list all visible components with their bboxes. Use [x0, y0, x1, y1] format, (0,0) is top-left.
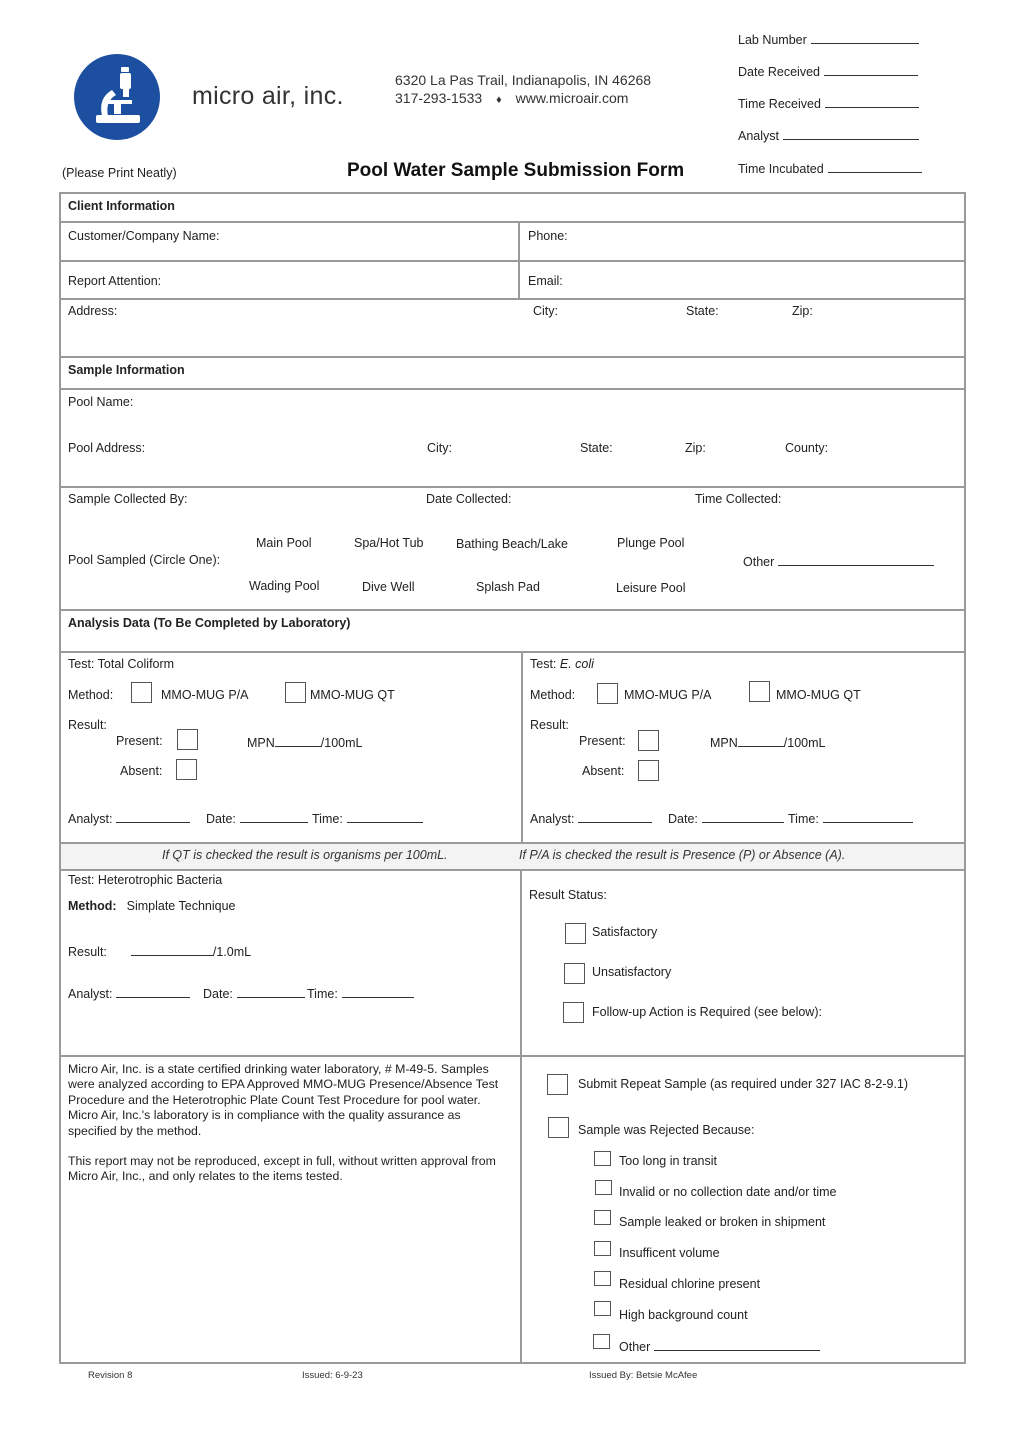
hb-analyst-field[interactable]: Analyst:: [68, 985, 190, 1001]
ecoli-qt-label: MMO-MUG QT: [776, 688, 861, 702]
unsatisfactory-label: Unsatisfactory: [592, 965, 672, 979]
issued-date: Issued: 6-9-23: [302, 1370, 363, 1381]
tc-date-field[interactable]: Date:: [206, 810, 308, 826]
ecoli-date-field[interactable]: Date:: [668, 810, 784, 826]
hb-date-field[interactable]: Date:: [203, 985, 305, 1001]
tc-test-label: Test: Total Coliform: [68, 657, 175, 671]
issued-by: Issued By: Betsie McAfee: [589, 1370, 698, 1381]
followup-required-label: Follow-up Action is Required (see below):: [592, 1005, 822, 1019]
pool-zip-field[interactable]: Zip:: [685, 441, 706, 455]
diamond-separator: ♦: [496, 94, 502, 106]
result-status-label: Result Status:: [529, 888, 607, 902]
print-neatly-note: (Please Print Neatly): [62, 166, 177, 180]
ecoli-absent-label: Absent:: [582, 764, 625, 778]
ecoli-mpn-field[interactable]: MPN /100mL: [710, 736, 826, 750]
collected-by-field[interactable]: Sample Collected By:: [68, 492, 188, 506]
ecoli-present-checkbox[interactable]: [638, 730, 659, 751]
company-website[interactable]: www.microair.com: [515, 90, 629, 106]
hb-test-label: Test: Heterotrophic Bacteria: [68, 873, 223, 887]
tc-present-label: Present:: [116, 734, 163, 748]
reason-chlorine-checkbox[interactable]: [594, 1271, 611, 1286]
zip-field[interactable]: Zip:: [792, 304, 813, 318]
reason-transit-label: Too long in transit: [619, 1154, 717, 1168]
pool-address-field[interactable]: Pool Address:: [68, 441, 146, 455]
pool-city-field[interactable]: City:: [427, 441, 452, 455]
analyst-field[interactable]: Analyst: [738, 127, 919, 143]
option-leisure-pool[interactable]: Leisure Pool: [616, 581, 686, 595]
reason-volume-checkbox[interactable]: [594, 1241, 611, 1256]
reason-date-checkbox[interactable]: [595, 1180, 612, 1195]
client-info-heading: Client Information: [68, 199, 175, 213]
company-contact: [395, 90, 628, 106]
option-wading-pool[interactable]: Wading Pool: [249, 579, 320, 593]
sample-rejected-checkbox[interactable]: [548, 1117, 569, 1138]
ecoli-analyst-field[interactable]: Analyst:: [530, 810, 652, 826]
qt-result-note: If QT is checked the result is organisms per 100mL.: [162, 848, 448, 862]
revision-label: Revision 8: [88, 1370, 133, 1381]
time-collected-field[interactable]: Time Collected:: [695, 492, 782, 506]
tc-qt-checkbox[interactable]: [285, 682, 306, 703]
reason-volume-label: Insufficent volume: [619, 1246, 720, 1260]
city-field[interactable]: City:: [533, 304, 558, 318]
brand-name: micro air, inc.: [192, 82, 344, 110]
satisfactory-checkbox[interactable]: [565, 923, 586, 944]
tc-mpn-field[interactable]: MPN /100mL: [247, 736, 363, 750]
company-address: 6320 La Pas Trail, Indianapolis, IN 46268: [395, 72, 652, 88]
ecoli-result-label: Result:: [530, 718, 569, 732]
pool-state-field[interactable]: State:: [580, 441, 613, 455]
ecoli-pa-checkbox[interactable]: [597, 683, 618, 704]
email-field[interactable]: Email:: [528, 274, 563, 288]
certification-paragraph: Micro Air, Inc. is a state certified drinking water laboratory, # M-49-5. Samples were analyzed according to EPA Approved MMO-MUG Presence/Absence Test Procedure and the Heterotrophic Plate Count Test Procedure for pool water. Micro Air, Inc.'s laboratory is in compliance with the quality assurance as specified by the method.: [68, 1062, 499, 1138]
pool-name-field[interactable]: Pool Name:: [68, 395, 134, 409]
customer-name-field[interactable]: Customer/Company Name:: [68, 229, 220, 243]
tc-pa-checkbox[interactable]: [131, 682, 152, 703]
form-title: Pool Water Sample Submission Form: [347, 160, 685, 181]
option-dive-well[interactable]: Dive Well: [362, 580, 415, 594]
address-field[interactable]: Address:: [68, 304, 118, 318]
repeat-sample-checkbox[interactable]: [547, 1074, 568, 1095]
lab-number-field[interactable]: Lab Number: [738, 31, 919, 47]
satisfactory-label: Satisfactory: [592, 925, 658, 939]
hb-result-field[interactable]: Result: /1.0mL: [68, 945, 252, 959]
tc-result-label: Result:: [68, 718, 107, 732]
reason-leaked-label: Sample leaked or broken in shipment: [619, 1215, 826, 1229]
followup-required-checkbox[interactable]: [563, 1002, 584, 1023]
analysis-heading: Analysis Data (To Be Completed by Laboratory): [68, 616, 351, 630]
hb-method: Method: Simplate Technique: [68, 899, 236, 913]
pool-sampled-label: Pool Sampled (Circle One):: [68, 553, 221, 567]
pa-result-note: If P/A is checked the result is Presence (P) or Absence (A).: [519, 848, 846, 862]
ecoli-method-label: Method:: [530, 688, 576, 702]
company-phone: 317-293-1533: [395, 90, 483, 106]
time-incubated-field[interactable]: Time Incubated: [738, 160, 922, 176]
date-received-field[interactable]: Date Received: [738, 63, 918, 79]
tc-analyst-field[interactable]: Analyst:: [68, 810, 190, 826]
ecoli-present-label: Present:: [579, 734, 626, 748]
time-received-field[interactable]: Time Received: [738, 95, 919, 111]
company-logo: [74, 54, 160, 140]
reason-background-checkbox[interactable]: [594, 1301, 611, 1316]
reason-background-label: High background count: [619, 1308, 748, 1322]
tc-present-checkbox[interactable]: [177, 729, 198, 750]
tc-method-label: Method:: [68, 688, 114, 702]
ecoli-time-field[interactable]: Time:: [788, 810, 913, 826]
sample-info-heading: Sample Information: [68, 363, 185, 377]
repeat-sample-label: Submit Repeat Sample (as required under 327 IAC 8-2-9.1): [578, 1077, 909, 1091]
option-plunge-pool[interactable]: Plunge Pool: [617, 536, 685, 550]
option-splash-pad[interactable]: Splash Pad: [476, 580, 540, 594]
sample-rejected-label: Sample was Rejected Because:: [578, 1123, 755, 1137]
tc-absent-label: Absent:: [120, 764, 163, 778]
hb-time-field[interactable]: Time:: [307, 985, 414, 1001]
ecoli-pa-label: MMO-MUG P/A: [624, 688, 712, 702]
unsatisfactory-checkbox[interactable]: [564, 963, 585, 984]
date-collected-field[interactable]: Date Collected:: [426, 492, 512, 506]
option-spa-hot-tub[interactable]: Spa/Hot Tub: [354, 536, 424, 550]
ecoli-qt-checkbox[interactable]: [749, 681, 770, 702]
microscope-icon: [74, 54, 160, 140]
option-bathing-beach[interactable]: Bathing Beach/Lake: [456, 537, 568, 551]
reason-other-field[interactable]: Other: [619, 1338, 820, 1354]
reason-leaked-checkbox[interactable]: [594, 1210, 611, 1225]
reason-other-checkbox[interactable]: [593, 1334, 610, 1349]
phone-field[interactable]: Phone:: [528, 229, 568, 243]
reason-chlorine-label: Residual chlorine present: [619, 1277, 761, 1291]
state-field[interactable]: State:: [686, 304, 719, 318]
report-attention-field[interactable]: Report Attention:: [68, 274, 162, 288]
ecoli-absent-checkbox[interactable]: [638, 760, 659, 781]
pool-other-field[interactable]: Other: [743, 553, 934, 569]
tc-time-field[interactable]: Time:: [312, 810, 423, 826]
tc-qt-label: MMO-MUG QT: [310, 688, 395, 702]
tc-pa-label: MMO-MUG P/A: [161, 688, 249, 702]
tc-absent-checkbox[interactable]: [176, 759, 197, 780]
ecoli-test-label: Test: E. coli: [530, 657, 594, 671]
reason-date-label: Invalid or no collection date and/or time: [619, 1185, 837, 1199]
pool-county-field[interactable]: County:: [785, 441, 829, 455]
reproduction-paragraph: This report may not be reproduced, except in full, without written approval from Micro Air, Inc., and only relates to the items tested.: [68, 1154, 496, 1184]
option-main-pool[interactable]: Main Pool: [256, 536, 312, 550]
reason-transit-checkbox[interactable]: [594, 1151, 611, 1166]
